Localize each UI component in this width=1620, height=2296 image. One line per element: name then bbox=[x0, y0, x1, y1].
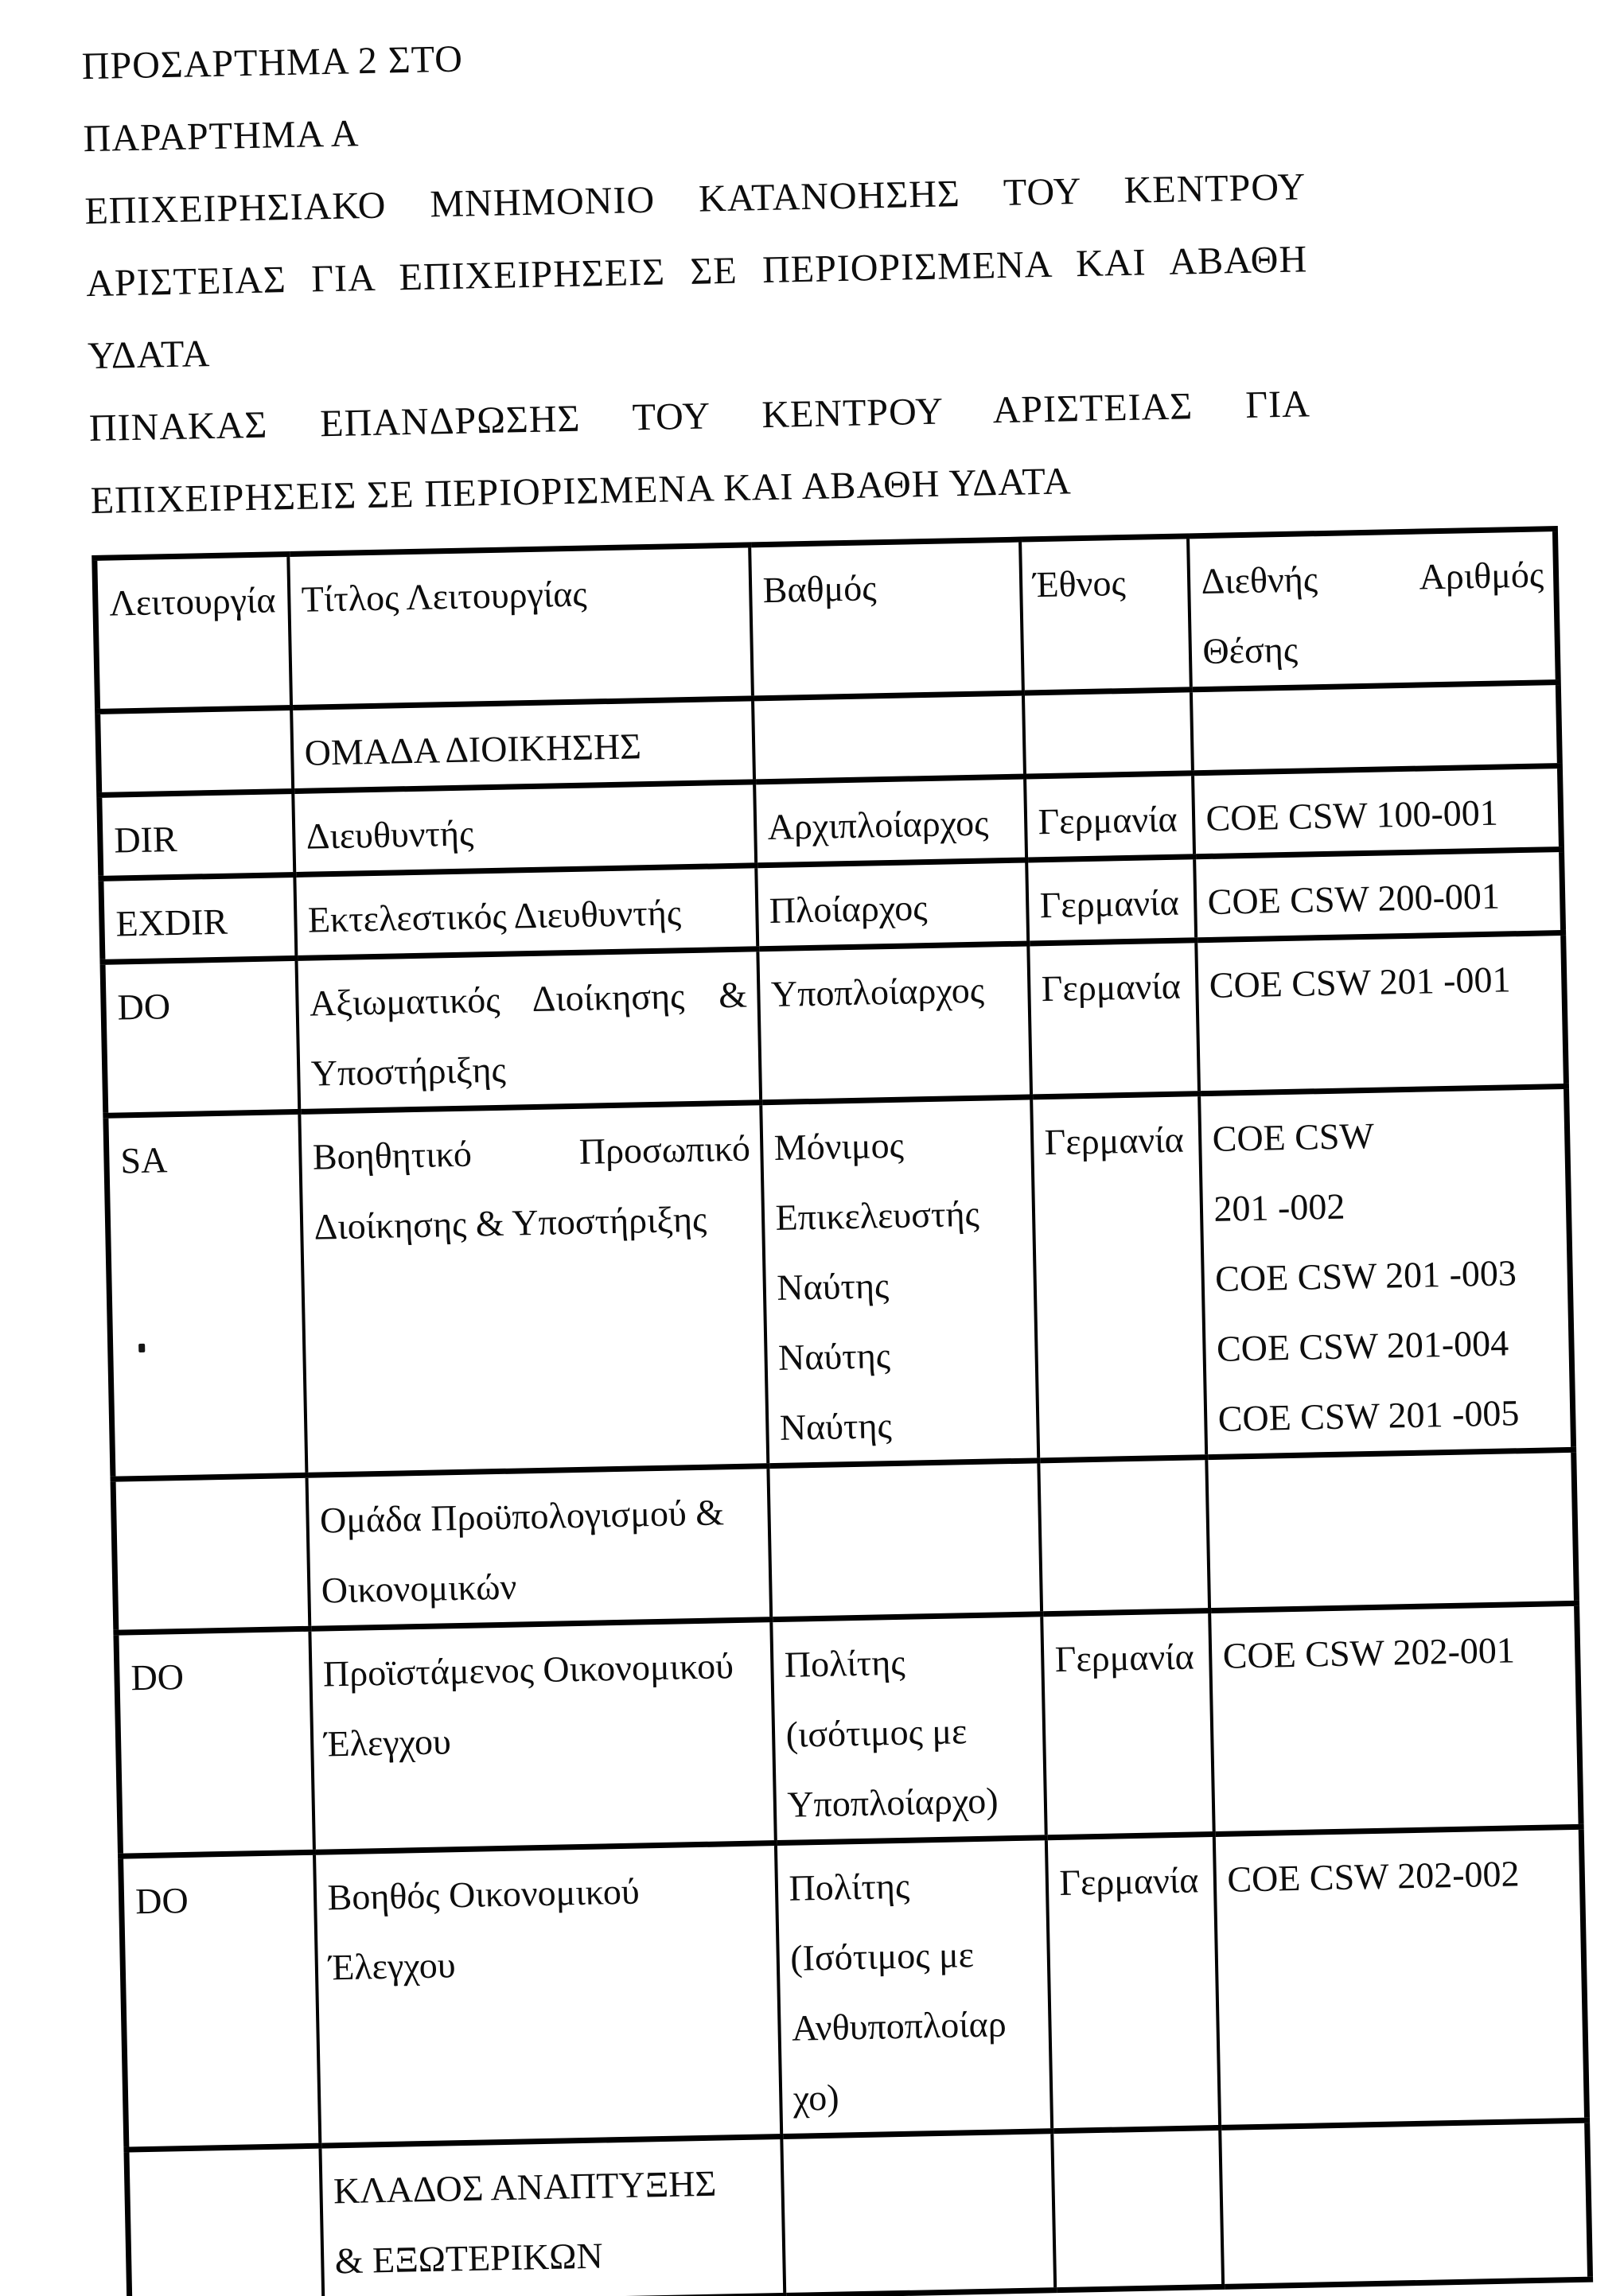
header-line-title-2: ΑΡΙΣΤΕΙΑΣ ΓΙΑ ΕΠΙΧΕΙΡΗΣΕΙΣ ΣΕ ΠΕΡΙΟΡΙΣΜΕΝΑ ΚΑΙ ΑΒΑΘΗ bbox=[85, 238, 1308, 305]
cell-line: Πολίτης bbox=[788, 1865, 910, 1909]
cell-function-abbr bbox=[116, 1629, 314, 1856]
header-line-parartima: ΠΑΡΑΡΤΗΜΑ Α bbox=[83, 112, 360, 161]
cell-line: Βοηθός Οικονομικού bbox=[327, 1870, 641, 1918]
table-row bbox=[106, 1086, 1574, 1479]
cell-position-number bbox=[1194, 850, 1564, 940]
cell-line: Διοίκησης & Υποστήριξης bbox=[313, 1198, 707, 1247]
cell-line: COE CSW bbox=[1212, 1115, 1375, 1159]
cell-line: COE CSW 201 -005 bbox=[1217, 1392, 1520, 1439]
cell-line: COE CSW 202-002 bbox=[1226, 1853, 1521, 1900]
cell-line: COE CSW 201 -003 bbox=[1214, 1252, 1517, 1299]
cell-function-abbr bbox=[98, 708, 293, 796]
cell-rank bbox=[768, 1461, 1042, 1620]
nation-text: Γερμανία bbox=[1041, 965, 1182, 1010]
cell-line: Μόνιμος bbox=[773, 1124, 905, 1168]
nation-text: Γερμανία bbox=[1054, 1636, 1195, 1679]
cell-function-abbr bbox=[113, 1475, 310, 1632]
column-header-rank bbox=[750, 539, 1023, 699]
cell-line: COE CSW 201-004 bbox=[1216, 1322, 1509, 1369]
section-header-row bbox=[113, 1450, 1577, 1632]
cell-line: COE CSW 202-001 bbox=[1222, 1629, 1516, 1676]
column-header-function bbox=[95, 555, 291, 712]
function-abbr-text: DO bbox=[130, 1656, 185, 1699]
cell-line: Αρχιπλοίαρχος bbox=[767, 802, 989, 848]
cell-line: Οικονομικών bbox=[321, 1566, 517, 1611]
cell-function-abbr bbox=[99, 792, 294, 879]
table-header-row bbox=[95, 529, 1559, 712]
cell-position-number bbox=[1190, 683, 1560, 773]
cell-function-abbr bbox=[121, 1852, 320, 2150]
cell-line: Εκτελεστικός Διευθυντής bbox=[307, 892, 682, 940]
cell-nation bbox=[1031, 1094, 1206, 1461]
cell-nation bbox=[1026, 857, 1196, 944]
cell-line: COE CSW 200-001 bbox=[1207, 875, 1501, 922]
scan-artifact-dot bbox=[138, 1344, 145, 1352]
cell-rank bbox=[761, 1097, 1038, 1466]
table-row bbox=[116, 1603, 1581, 1856]
cell-line: Ανθυποπλοίαρ bbox=[791, 2003, 1007, 2049]
function-abbr-text: DO bbox=[117, 986, 171, 1028]
cell-line: Επικελευστής bbox=[775, 1193, 980, 1238]
cell-line: Υποπλοίαρχο) bbox=[786, 1780, 999, 1825]
nation-text: Γερμανία bbox=[1058, 1859, 1199, 1903]
function-abbr-text: DIR bbox=[113, 818, 178, 861]
cell-line: ΟΜΑΔΑ ΔΙΟΙΚΗΣΗΣ bbox=[304, 726, 642, 773]
cell-line: 201 -002 bbox=[1213, 1185, 1345, 1229]
cell-position-number bbox=[1213, 1827, 1587, 2127]
cell-line: Ομάδα Προϋπολογισμού & bbox=[319, 1492, 725, 1541]
cell-function-title bbox=[306, 1466, 771, 1629]
cell-line: Βοηθητικό Προσωπικό bbox=[312, 1127, 751, 1177]
cell-rank bbox=[752, 693, 1024, 782]
cell-line: Υποπλοίαρχος bbox=[770, 969, 985, 1014]
cell-function-abbr bbox=[101, 874, 296, 962]
header-line-prosartima: ΠΡΟΣΑΡΤΗΜΑ 2 ΣΤΟ bbox=[81, 37, 464, 88]
cell-function-title bbox=[294, 866, 757, 959]
cell-line: Ναύτης bbox=[777, 1335, 891, 1378]
nation-text: Γερμανία bbox=[1039, 881, 1180, 926]
cell-line: & ΕΞΩΤΕΡΙΚΩΝ bbox=[334, 2235, 604, 2282]
column-header-rank-label: Βαθμός bbox=[762, 567, 877, 611]
column-header-title-label: Τίτλος Λειτουργίας bbox=[301, 573, 588, 620]
cell-nation bbox=[1028, 940, 1199, 1097]
header-line-subtitle-1: ΠΙΝΑΚΑΣ ΕΠΑΝΔΡΩΣΗΣ ΤΟΥ ΚΕΝΤΡΟΥ ΑΡΙΣΤΕΙΑΣ ΓΙΑ bbox=[88, 383, 1311, 450]
cell-line: ΚΛΑΔΟΣ ΑΝΑΠΤΥΞΗΣ bbox=[333, 2162, 717, 2212]
document-header bbox=[81, 6, 1312, 537]
cell-function-title bbox=[313, 1843, 781, 2146]
cell-position-number bbox=[1206, 1450, 1577, 1610]
cell-nation bbox=[1038, 1457, 1209, 1614]
cell-nation bbox=[1025, 773, 1194, 860]
cell-rank bbox=[756, 860, 1028, 949]
cell-line: (Ισότιμος με bbox=[789, 1934, 975, 1979]
staffing-table-body bbox=[98, 683, 1591, 2296]
cell-rank bbox=[775, 1838, 1051, 2137]
cell-rank bbox=[781, 2131, 1055, 2296]
function-abbr-text: EXDIR bbox=[115, 901, 228, 944]
cell-function-abbr bbox=[106, 1111, 306, 1479]
cell-nation bbox=[1022, 690, 1192, 776]
cell-line: Ναύτης bbox=[779, 1405, 893, 1448]
cell-function-title bbox=[291, 699, 754, 792]
cell-function-title bbox=[299, 1103, 768, 1476]
cell-position-number bbox=[1199, 1086, 1574, 1457]
cell-function-title bbox=[293, 782, 756, 875]
nation-text: Γερμανία bbox=[1038, 798, 1178, 843]
cell-line: Πολίτης bbox=[784, 1641, 906, 1685]
cell-function-title bbox=[296, 949, 761, 1112]
column-header-position-number-label-1: Διεθνής Αριθμός bbox=[1201, 554, 1544, 602]
cell-line: Υποστήριξης bbox=[310, 1049, 507, 1094]
header-line-subtitle-2: ΕΠΙΧΕΙΡΗΣΕΙΣ ΣΕ ΠΕΡΙΟΡΙΣΜΕΝΑ ΚΑΙ ΑΒΑΘΗ ΥΔΑΤΑ bbox=[90, 460, 1073, 523]
function-abbr-text: SA bbox=[119, 1139, 168, 1181]
cell-function-title bbox=[310, 1620, 776, 1853]
column-header-function-label: Λειτουργία bbox=[108, 579, 276, 624]
cell-line: Πλοίαρχος bbox=[769, 887, 928, 932]
header-line-title-1: ΕΠΙΧΕΙΡΗΣΙΑΚΟ ΜΝΗΜΟΝΙΟ ΚΑΤΑΝΟΗΣΗΣ ΤΟΥ ΚΕΝΤΡΟΥ bbox=[84, 165, 1307, 233]
cell-rank bbox=[771, 1614, 1046, 1843]
cell-position-number bbox=[1209, 1603, 1582, 1834]
cell-line: Αξιωματικός Διοίκησης & bbox=[309, 974, 748, 1024]
column-header-position-number bbox=[1187, 529, 1558, 690]
cell-function-abbr bbox=[127, 2146, 323, 2296]
header-line-title-3: ΥΔΑΤΑ bbox=[87, 332, 211, 378]
cell-line: Έλεγχου bbox=[324, 1721, 452, 1765]
cell-position-number bbox=[1196, 932, 1567, 1093]
column-header-nation-label: Έθνος bbox=[1033, 562, 1127, 605]
nation-text: Γερμανία bbox=[1044, 1119, 1185, 1163]
cell-line: COE CSW 201 -001 bbox=[1209, 959, 1511, 1006]
staffing-table bbox=[92, 526, 1593, 2296]
column-header-title bbox=[288, 545, 753, 708]
cell-line: Διευθυντής bbox=[306, 812, 474, 857]
cell-line: χο) bbox=[792, 2076, 840, 2119]
function-abbr-text: DO bbox=[134, 1879, 189, 1922]
cell-rank bbox=[754, 776, 1026, 866]
cell-nation bbox=[1052, 2127, 1223, 2290]
cell-line: Έλεγχου bbox=[328, 1944, 456, 1988]
column-header-nation bbox=[1020, 536, 1191, 693]
cell-line: Ναύτης bbox=[776, 1265, 890, 1308]
cell-function-abbr bbox=[103, 958, 299, 1115]
cell-function-title bbox=[320, 2137, 785, 2296]
cell-position-number bbox=[1220, 2120, 1591, 2286]
cell-line: (ισότιμος με bbox=[785, 1710, 968, 1755]
cell-nation bbox=[1042, 1611, 1214, 1838]
table-row bbox=[121, 1827, 1587, 2150]
column-header-position-number-label-2: Θέσης bbox=[1201, 628, 1299, 672]
cell-line: COE CSW 100-001 bbox=[1205, 792, 1499, 839]
cell-line: Προϊστάμενος Οικονομικού bbox=[322, 1645, 734, 1695]
cell-rank bbox=[757, 944, 1031, 1103]
cell-position-number bbox=[1192, 766, 1561, 857]
cell-nation bbox=[1046, 1835, 1219, 2131]
table-row bbox=[103, 932, 1567, 1115]
section-header-row bbox=[127, 2120, 1591, 2296]
